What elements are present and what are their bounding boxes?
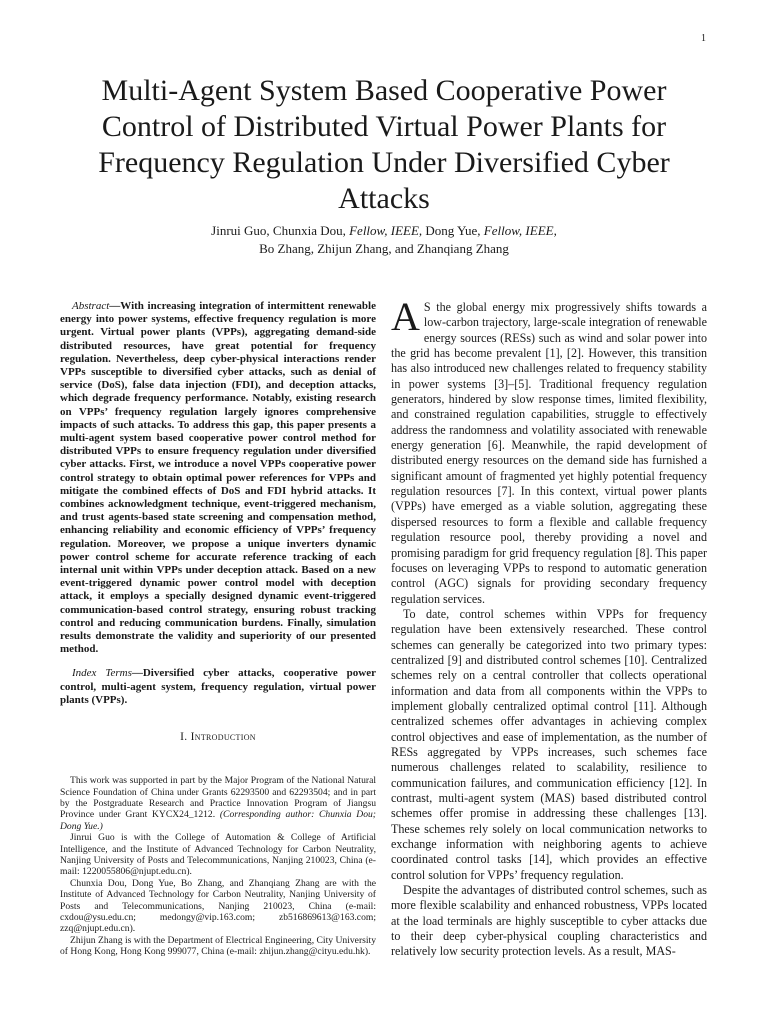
footnote-affiliation-2: Chunxia Dou, Dong Yue, Bo Zhang, and Zhanqiang Zhang are with the Institute of Advanced Technology for Carbon Neutrality, Nanjing University of Posts and Telecommunications, Nanjing 210023, China (e-mail: cxdou@ysu.edu.cn; medongy@vip.163.com; zb516869613@163.com; zzq@njupt.edu.cn). xyxy=(60,877,376,935)
intro-paragraph-2: To date, control schemes within VPPs for frequency regulation have been extensively researched. These control schemes can generally be categorized into two primary types: centralized [9] and distributed control schemes [10]. Centralized schemes rely on a central controller that collects operational information and data from all components within the VPPs to implement globally centralized optimal control [11]. Although centralized schemes offer advantages in achieving complex control objectives and ease of implementation, as the number of RESs aggregated by VPPs increases, such schemes face numerous challenges related to scalability, resilience to communication failures, and communication efficiency [12]. In contrast, multi-agent system (MAS) based distributed control schemes offer promise in addressing these challenges [13]. These schemes rely solely on local communication networks to exchange information with neighboring agents to achieve coordinated control tasks [14], which provides an effective control solution for VPPs’ frequency regulation. xyxy=(391,606,707,882)
footnote-funding xyxy=(60,775,376,832)
intro-paragraph-3: Despite the advantages of distributed control schemes, such as more flexible scalability and enhanced robustness, VPPs located at the load terminals are highly susceptible to cyber attacks due to their deep cyber-physical coupling characteristics and relatively low security protection levels. As a result, MAS- xyxy=(391,883,707,959)
section-title: Introduction xyxy=(190,731,256,744)
intro-paragraph-1-text: S the global energy mix progressively shifts towards a low-carbon trajectory, large-scale integration of renewable energy sources (RESs) such as wind and solar power into the grid has become prevalent [1], [2]. However, this transition has also introduced new challenges related to frequency stability in power systems [3]–[5]. Traditional frequency regulation generators, hindered by slow response times, limited flexibility, and constrained regulation capabilities, struggle to effectively address the randomness and volatility associated with renewable energy generation [6]. Meanwhile, the rapid development of distributed energy resources on the demand side has furnished a significant amount of fragmented yet highly potential frequency regulation resources [7]. In this context, virtual power plants (VPPs) have emerged as a viable solution, aggregating these dispersed resources to form a flexible and callable frequency regulation resource pool, thereby providing a novel and promising paradigm for grid frequency regulation [8]. This paper focuses on leveraging VPPs to respond to automatic generation control (AGC) signals for providing secondary frequency regulation services. xyxy=(391,300,707,606)
author-line-2: Bo Zhang, Zhijun Zhang, and Zhanqiang Zhang xyxy=(259,241,509,256)
footnote-corresponding: (Corresponding author: Chunxia Dou; Dong Yue.) xyxy=(60,809,376,832)
abstract-text: —With increasing integration of intermittent renewable energy into power systems, effective frequency regulation is more urgent. Virtual power plants (VPPs), aggregating demand-side distributed resources, have great potential for frequency regulation. Nevertheless, deep cyber-physical interactions render VPPs susceptible to diversified cyber attacks, such as denial of service (DoS), false data injection (FDI), and deception attacks, which degrade frequency performance. Notably, existing research on VPPs’ frequency regulation largely ignores comprehensive impacts of such attacks. To address this gap, this paper presents a multi-agent system based cooperative power control method for distributed VPPs to ensure frequency regulation under diversified cyber attacks. First, we introduce a novel VPPs cooperative power control strategy to obtain optimal power references for VPPs and mitigate the combined effects of DoS and FDI hybrid attacks. It combines acknowledgment technique, event-triggered mechanism, and trust agents-based state screening and compensation method, enhancing reliability and economic efficiency of VPPs’ frequency regulation. Moreover, we propose a unique inverters dynamic power control scheme for accurate reference tracking of each internal unit within VPPs under deception attack. Based on a new event-triggered dynamic power control model with deception attack, it employs a specially designed dynamic event-triggered communication-based control strategy, ensuring robust tracking control and reducing communication burdens. Finally, simulation results demonstrate the validity and superiority of our presented method. xyxy=(60,300,376,656)
paper-title: Multi-Agent System Based Cooperative Power Control of Distributed Virtual Power Plants for Frequency Regulation Under Diversified Cyber Attacks xyxy=(98,74,670,215)
index-terms xyxy=(60,667,376,707)
author-honor-1: Fellow, IEEE, xyxy=(349,223,423,238)
index-terms-text: —Diversified cyber attacks, cooperative power control, multi-agent system, frequency regulation, virtual power plants (VPPs). xyxy=(60,667,376,706)
section-number: I. xyxy=(180,731,188,744)
author-line-1 xyxy=(60,222,708,240)
author-list xyxy=(60,222,708,258)
footnote-affiliation-3: Zhijun Zhang is with the Department of Electrical Engineering, City University of Hong Kong, Hong Kong 999077, China (e-mail: zhijun.zhang@cityu.edu.hk). xyxy=(60,934,376,958)
intro-paragraph-1 xyxy=(391,294,707,607)
right-column xyxy=(391,294,707,960)
drop-cap: A xyxy=(391,294,420,339)
authors-part-a: Jinrui Guo, Chunxia Dou, xyxy=(211,223,350,238)
abstract-label: Abstract xyxy=(72,300,110,312)
section-heading xyxy=(60,731,376,743)
index-terms-label: Index Terms xyxy=(72,667,132,680)
left-column xyxy=(60,300,376,958)
abstract xyxy=(60,300,376,656)
footnote-affiliation-1: Jinrui Guo is with the College of Automation & College of Artificial Intelligence, and the Institute of Advanced Technology for Carbon Neutrality, Nanjing University of Posts and Telecommunications, Nanjing 210023, China (e-mail: 1220055806@njupt.edu.cn). xyxy=(60,832,376,878)
authors-part-c: Dong Yue, xyxy=(422,223,484,238)
author-honor-2: Fellow, IEEE, xyxy=(483,223,557,238)
footnote-funding-text: This work was supported in part by the Major Program of the National Natural Science Foundation of China under Grants 62293500 and 62293504; and in part by the Postgraduate Research and Practice Innovation Program of Jiangsu Province under Grant KYCX24_1212. xyxy=(60,775,376,821)
page-number: 1 xyxy=(701,33,706,44)
